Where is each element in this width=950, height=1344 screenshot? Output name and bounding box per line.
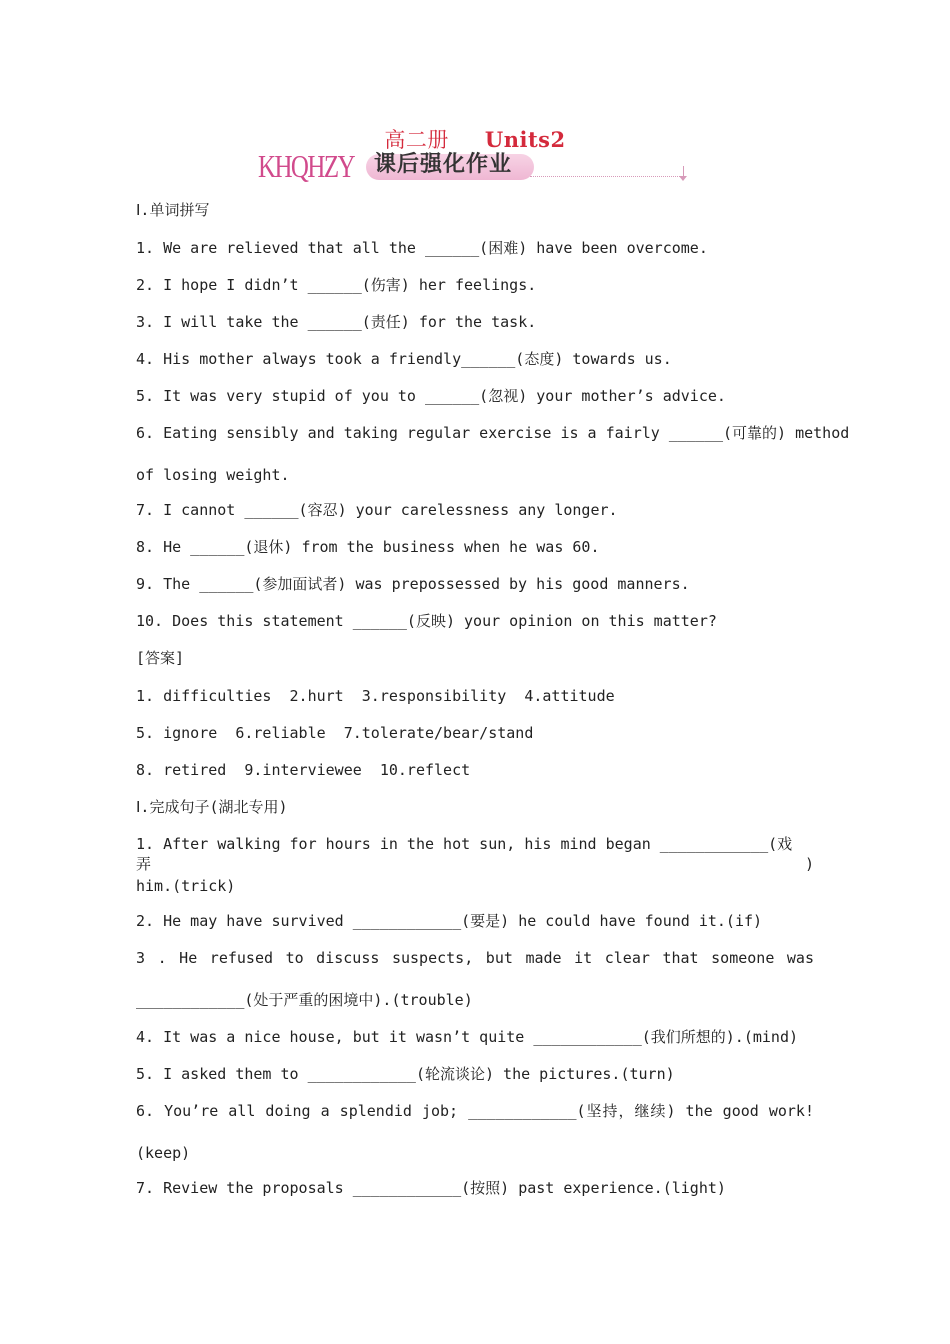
exercise-item: 1. After walking for hours in the hot sun, his mind began ____________(戏弄) — [136, 835, 814, 873]
exercise-item: 4. His mother always took a friendly______(态度) towards us. — [136, 350, 672, 368]
exercise-item-continuation: of losing weight. — [136, 466, 290, 484]
title-unit: Units2 — [484, 127, 566, 152]
answer-heading: [答案] — [136, 649, 185, 667]
answer-line: 5. ignore 6.reliable 7.tolerate/bear/stand — [136, 724, 534, 742]
banner-logo: KHQHZY — [258, 148, 355, 184]
section2-heading: Ⅰ.完成句子(湖北专用) — [136, 798, 288, 816]
exercise-item: 1. We are relieved that all the ______(困难) have been overcome. — [136, 239, 708, 257]
exercise-item-continuation: him.(trick) — [136, 877, 236, 895]
exercise-item: 7. I cannot ______(容忍) your carelessness any longer. — [136, 501, 618, 519]
banner-arrow-icon — [679, 176, 687, 181]
exercise-item: 2. I hope I didn’t ______(伤害) her feelings. — [136, 276, 537, 294]
exercise-item: 9. The ______(参加面试者) was prepossessed by his good manners. — [136, 575, 690, 593]
exercise-item: 6. You’re all doing a splendid job; ____________(坚持，继续) the good work! — [136, 1102, 814, 1120]
banner-dotted-line — [530, 176, 684, 177]
answer-line: 8. retired 9.interviewee 10.reflect — [136, 761, 471, 779]
exercise-item: 3. I will take the ______(责任) for the task. — [136, 313, 537, 331]
exercise-item: 7. Review the proposals ____________(按照) past experience.(light) — [136, 1179, 726, 1197]
exercise-item: 6. Eating sensibly and taking regular exercise is a fairly ______(可靠的) method — [136, 424, 850, 442]
exercise-item-continuation: (keep) — [136, 1144, 191, 1162]
homework-banner — [258, 146, 694, 186]
exercise-item: 5. I asked them to ____________(轮流谈论) the pictures.(turn) — [136, 1065, 675, 1083]
banner-subtitle: 课后强化作业 — [374, 152, 513, 177]
exercise-item: 2. He may have survived ____________(要是) he could have found it.(if) — [136, 912, 763, 930]
exercise-item: 10. Does this statement ______(反映) your opinion on this matter? — [136, 612, 717, 630]
exercise-item: 5. It was very stupid of you to ______(忽视) your mother’s advice. — [136, 387, 726, 405]
exercise-item: 8. He ______(退休) from the business when he was 60. — [136, 538, 600, 556]
title-grade: 高二册 — [384, 128, 449, 152]
exercise-item: 4. It was a nice house, but it wasn’t quite ____________(我们所想的).(mind) — [136, 1028, 799, 1046]
section1-heading: Ⅰ.单词拼写 — [136, 201, 210, 219]
exercise-item-continuation: ____________(处于严重的困境中).(trouble) — [136, 991, 473, 1009]
exercise-item: 3 . He refused to discuss suspects, but made it clear that someone was — [136, 949, 814, 967]
answer-line: 1. difficulties 2.hurt 3.responsibility 4.attitude — [136, 687, 615, 705]
